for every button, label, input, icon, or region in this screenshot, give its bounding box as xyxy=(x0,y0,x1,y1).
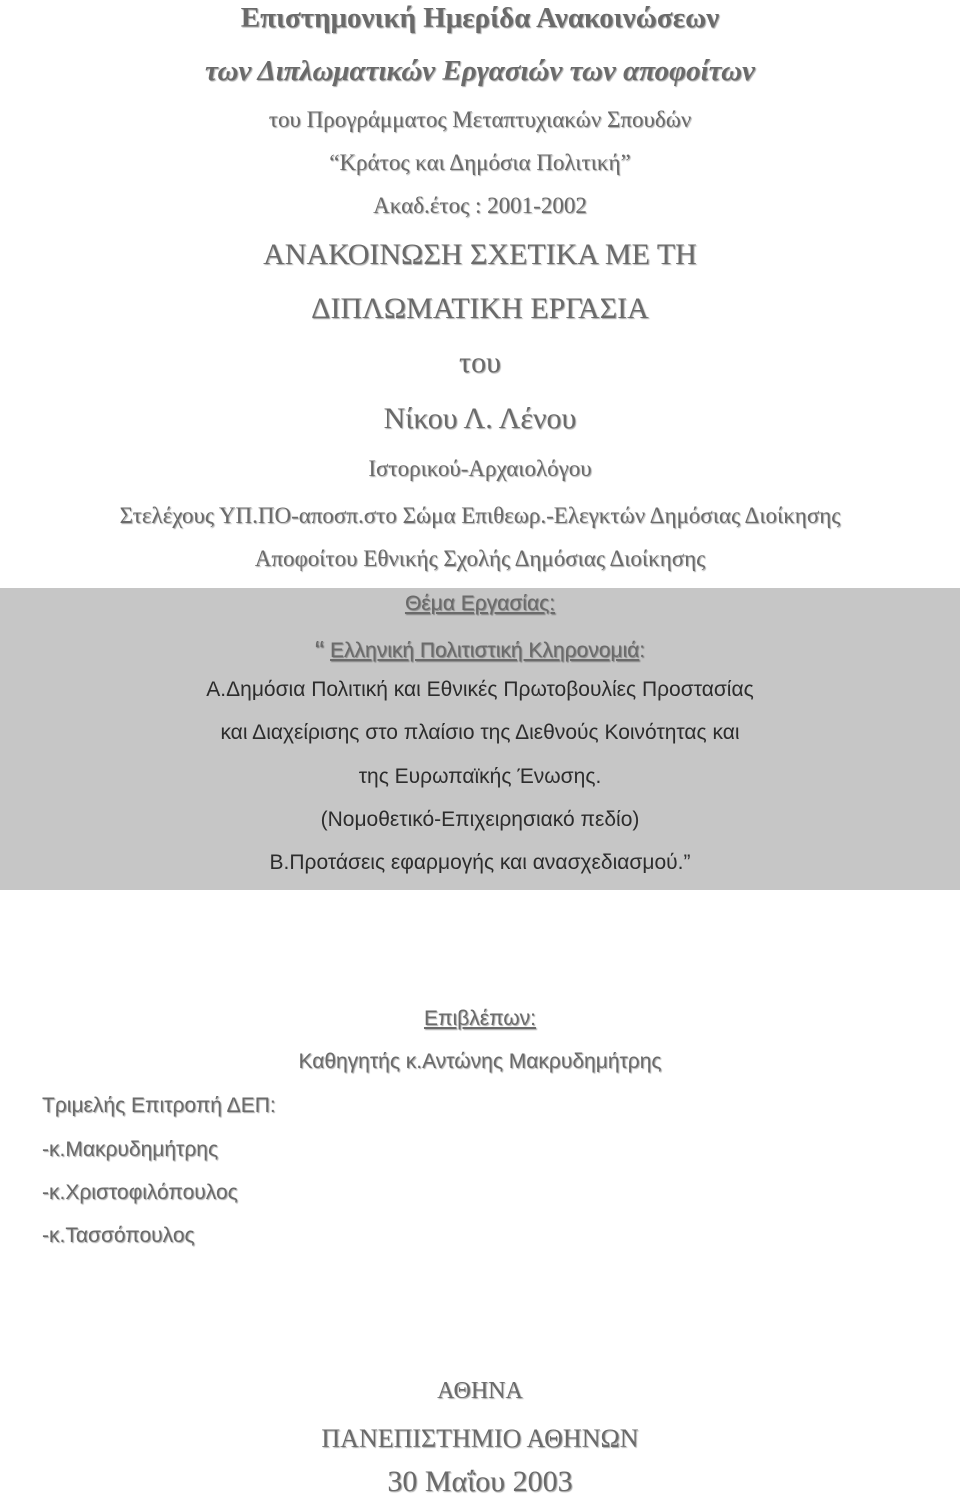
announcement-line-2: ΔΙΠΛΩΜΑΤΙΚΗ ΕΡΓΑΣΙΑ xyxy=(311,292,649,325)
footer-date: 30 Μαΐου 2003 xyxy=(387,1465,573,1498)
author-prefix: του xyxy=(459,346,501,379)
committee-member: -κ.Μακρυδημήτρης xyxy=(42,1138,219,1161)
topic-title: Ελληνική Πολιτιστική Κληρονομιά xyxy=(330,639,640,662)
topic-label: Θέμα Εργασίας: xyxy=(404,592,556,615)
topic-line-d: (Νομοθετικό-Επιχειρησιακό πεδίο) xyxy=(320,808,640,831)
supervisor-name: Καθηγητής κ.Αντώνης Μακρυδημήτρης xyxy=(298,1050,662,1073)
supervisor-label: Επιβλέπων: xyxy=(423,1007,537,1030)
author-education: Αποφοίτου Εθνικής Σχολής Δημόσιας Διοίκησης xyxy=(254,546,706,571)
program-line: του Προγράμματος Μεταπτυχιακών Σπουδών xyxy=(268,107,692,132)
committee-label: Τριμελής Επιτροπή ΔΕΠ: xyxy=(42,1094,276,1117)
author-role: Ιστορικού-Αρχαιολόγου xyxy=(368,456,592,481)
topic-title-colon: : xyxy=(639,639,646,662)
topic-line-b: και Διαχείρισης στο πλαίσιο της Διεθνούς Κοινότητας και xyxy=(220,721,740,744)
academic-year: Ακαδ.έτος : 2001-2002 xyxy=(373,193,587,218)
author-position: Στελέχους ΥΠ.ΠΟ-αποσπ.στο Σώμα Επιθεωρ.-Ελεγκτών Δημόσιας Διοίκησης xyxy=(119,503,841,528)
program-name: “Κράτος και Δημόσια Πολιτική” xyxy=(329,150,631,175)
topic-title-line xyxy=(0,635,960,667)
topic-line-c: της Ευρωπαϊκής Ένωσης. xyxy=(358,765,602,788)
open-quote: “ xyxy=(314,635,325,666)
header-subtitle: των Διπλωματικών Εργασιών των αποφοίτων xyxy=(205,55,755,87)
topic-line-e: Β.Προτάσεις εφαρμογής και ανασχεδιασμού.” xyxy=(269,851,691,874)
committee-member: -κ.Χριστοφιλόπουλος xyxy=(42,1181,238,1204)
author-name: Νίκου Λ. Λένου xyxy=(383,402,577,435)
header-title: Επιστημονική Ημερίδα Ανακοινώσεων xyxy=(240,2,720,34)
footer-city: ΑΘΗΝΑ xyxy=(437,1378,523,1404)
topic-line-a: Α.Δημόσια Πολιτική και Εθνικές Πρωτοβουλίες Προστασίας xyxy=(206,678,754,701)
committee-member: -κ.Τασσόπουλος xyxy=(42,1224,195,1247)
footer-university: ΠΑΝΕΠΙΣΤΗΜΙΟ ΑΘΗΝΩΝ xyxy=(321,1424,639,1453)
announcement-line-1: ΑΝΑΚΟΙΝΩΣΗ ΣΧΕΤΙΚΑ ΜΕ ΤΗ xyxy=(263,238,697,271)
